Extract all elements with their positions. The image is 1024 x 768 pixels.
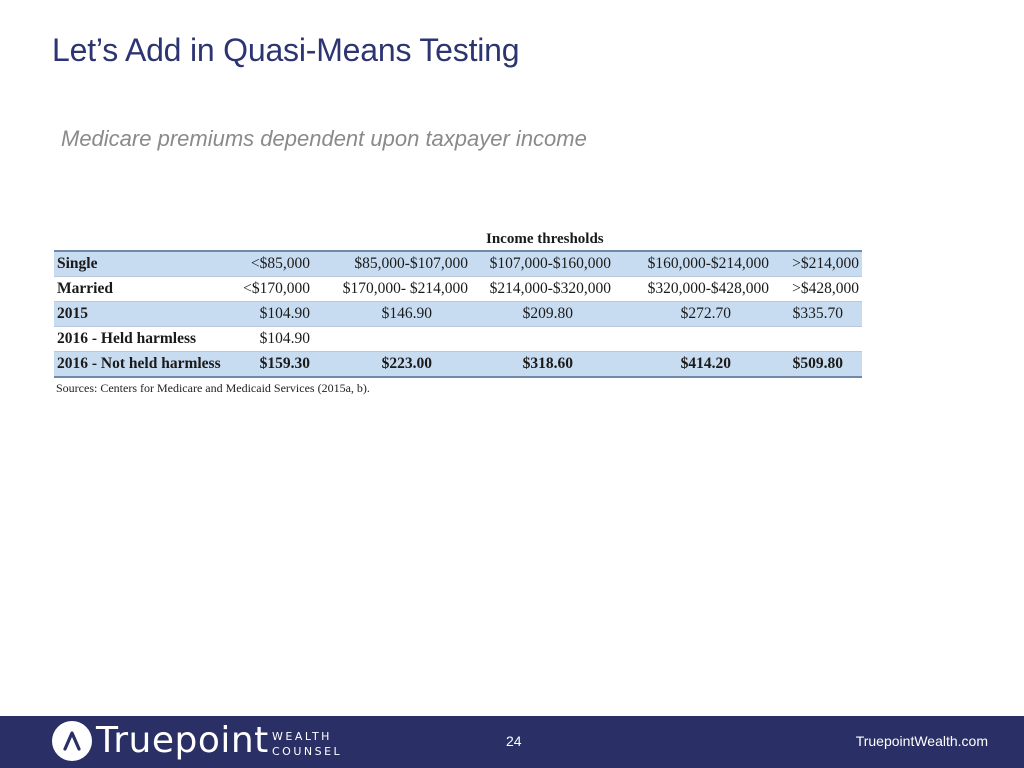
- slide-subtitle: Medicare premiums dependent upon taxpayer income: [61, 126, 587, 151]
- table-row-single: [54, 252, 862, 277]
- truepoint-logo-icon: [52, 721, 92, 761]
- table-cell: $209.80: [522, 305, 573, 322]
- table-cell: $214,000-$320,000: [489, 280, 611, 297]
- row-label: Single: [57, 255, 98, 272]
- brand-sub-line-2: COUNSEL: [272, 745, 343, 758]
- table-row-2015: [54, 302, 862, 327]
- table-cell: $160,000-$214,000: [647, 255, 769, 272]
- page-number: 24: [506, 733, 522, 749]
- row-label: 2015: [57, 305, 88, 322]
- table-cell: $223.00: [381, 355, 432, 372]
- table-cell: $318.60: [522, 355, 573, 372]
- slide-footer: [0, 716, 1024, 768]
- table-cell: $104.90: [259, 330, 310, 347]
- table-cell: $107,000-$160,000: [489, 255, 611, 272]
- slide-title: Let’s Add in Quasi-Means Testing: [52, 32, 520, 68]
- table-cell: $159.30: [259, 355, 310, 372]
- table-cell: $104.90: [259, 305, 310, 322]
- row-label: Married: [57, 280, 113, 297]
- brand-sub-line-1: WEALTH: [272, 730, 332, 743]
- table-cell: >$428,000: [792, 280, 859, 297]
- brand-name: Truepoint: [96, 720, 269, 761]
- table-cell: $509.80: [792, 355, 843, 372]
- table-cell: $320,000-$428,000: [647, 280, 769, 297]
- table-cell: $272.70: [680, 305, 731, 322]
- table-row-married: [54, 277, 862, 302]
- table-cell: $146.90: [381, 305, 432, 322]
- table-cell: >$214,000: [792, 255, 859, 272]
- table-cell: <$170,000: [243, 280, 310, 297]
- table-row-2016-held-harmless: [54, 327, 862, 352]
- row-label: 2016 - Not held harmless: [57, 355, 221, 372]
- row-label: 2016 - Held harmless: [57, 330, 197, 347]
- table-group-header: [54, 229, 862, 250]
- table-cell: $414.20: [680, 355, 731, 372]
- table-cell: $85,000-$107,000: [354, 255, 468, 272]
- table-cell: $170,000- $214,000: [342, 280, 468, 297]
- brand-subtitle: [272, 729, 342, 759]
- table-row-2016-not-held-harmless: [54, 352, 862, 378]
- premium-table: [54, 229, 862, 396]
- table-cell: $335.70: [792, 305, 843, 322]
- website-link[interactable]: TruepointWealth.com: [855, 733, 988, 749]
- table-source-note: Sources: Centers for Medicare and Medicaid Services (2015a, b).: [56, 381, 370, 395]
- income-thresholds-label: Income thresholds: [486, 231, 604, 247]
- table-cell: <$85,000: [250, 255, 310, 272]
